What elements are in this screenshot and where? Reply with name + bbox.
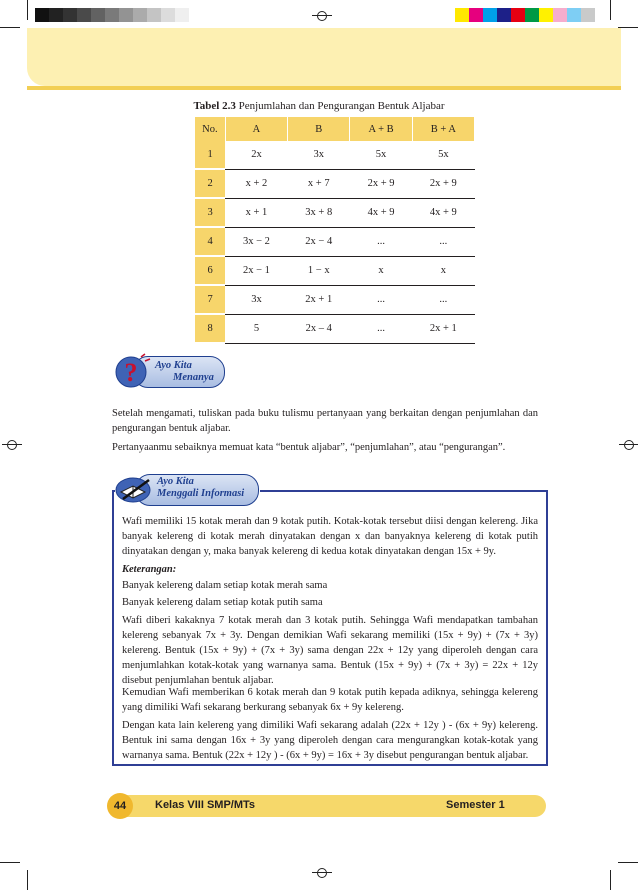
ask-badge-line2: Menanya	[173, 372, 214, 383]
algebra-table	[195, 117, 475, 344]
col-header-a: A	[225, 117, 287, 141]
ask-paragraph-2: Pertanyaanmu sebaiknya memuat kata “bentuk aljabar”, “penjumlahan”, atau “pengurangan”.	[112, 442, 506, 453]
crop-mark	[618, 27, 638, 28]
keterangan-item-2: Banyak kelereng dalam setiap kotak putih sama	[122, 597, 323, 608]
footer-semester-label: Semester 1	[446, 799, 505, 811]
table-cell: ...	[412, 285, 474, 314]
table-cell: 4x + 9	[350, 198, 412, 227]
page-number: 44	[107, 793, 133, 819]
table-cell: 1	[195, 141, 225, 169]
table-header-row	[195, 117, 475, 141]
table-cell: 2x + 1	[288, 285, 350, 314]
info-section-badge	[115, 472, 260, 506]
table-cell: 2x − 1	[225, 256, 287, 285]
header-underline	[27, 86, 621, 90]
crop-mark	[618, 862, 638, 863]
ask-section-badge	[115, 353, 227, 389]
table-cell: ...	[412, 227, 474, 256]
registration-mark-top	[315, 9, 329, 23]
info-badge-line1: Ayo Kita	[157, 476, 194, 487]
crop-mark	[27, 0, 28, 20]
info-paragraph-3: Kemudian Wafi memberikan 6 kotak merah dan 9 kotak putih kepada adiknya, sehingga kelereng yang dimiliki Wafi sekarang berkurang sebanyak 6x + 9y kelereng.	[122, 687, 538, 713]
crop-mark	[0, 862, 20, 863]
info-badge-line2: Menggali Informasi	[157, 488, 245, 499]
table-row	[195, 141, 475, 169]
table-row	[195, 169, 475, 198]
info-box	[112, 490, 548, 766]
table-cell: 8	[195, 314, 225, 343]
keterangan-label: Keterangan:	[122, 564, 177, 575]
table-caption	[0, 100, 638, 112]
col-header-b-plus-a: B + A	[412, 117, 474, 141]
table-cell: 2	[195, 169, 225, 198]
registration-mark-right	[622, 438, 636, 452]
table-cell: ...	[350, 285, 412, 314]
table-cell: 5	[225, 314, 287, 343]
ask-badge-line1: Ayo Kita	[155, 360, 192, 371]
table-cell: 7	[195, 285, 225, 314]
crop-mark	[610, 870, 611, 890]
ask-badge-label	[155, 360, 214, 384]
table-cell: 4	[195, 227, 225, 256]
table-cell: 2x − 4	[288, 227, 350, 256]
table-row	[195, 285, 475, 314]
crop-mark	[610, 0, 611, 20]
table-cell: 3x − 2	[225, 227, 287, 256]
col-header-a-plus-b: A + B	[350, 117, 412, 141]
table-cell: x + 7	[288, 169, 350, 198]
info-paragraph-4: Dengan kata lain kelereng yang dimiliki Wafi sekarang adalah (22x + 12y ) - (6x + 9y) kelereng. Bentuk ini sama dengan 16x + 3y yang diperoleh dengan cara mengurangkan kotak-kotak yang warnanya sama. Bentuk (22x + 12y ) - (6x + 9y) = 16x + 3y disebut pengurangan bentuk aljabar.	[122, 720, 538, 761]
keterangan-item-1: Banyak kelereng dalam setiap kotak merah sama	[122, 580, 328, 591]
table-cell: 3x	[288, 141, 350, 169]
info-paragraph-2: Wafi diberi kakaknya 7 kotak merah dan 3 kotak putih. Sehingga Wafi mendapatkan tambahan kelereng sebanyak 7x + 3y. Dengan demikian Wafi sekarang memiliki (15x + 9y) + (7x + 3y) kelereng. Bentuk (15x + 9y) + (7x + 3y) sama dengan 22x + 12y yang diperoleh dengan cara menjumlahkan kotak-kotak yang warnanya sama. Bentuk (15x + 9y) + (7x + 3y) = 22x + 12y disebut penjumlahan bentuk aljabar.	[122, 615, 538, 686]
table-cell: 6	[195, 256, 225, 285]
question-mark-icon	[115, 353, 151, 389]
table-cell: 2x + 9	[412, 169, 474, 198]
table-row	[195, 198, 475, 227]
ask-paragraph-1: Setelah mengamati, tuliskan pada buku tulismu pertanyaan yang berkaitan dengan penjumlahan dan pengurangan bentuk aljabar.	[112, 408, 538, 434]
table-cell: 2x + 1	[412, 314, 474, 343]
table-cell: ...	[350, 227, 412, 256]
table-cell: 2x	[225, 141, 287, 169]
table-row	[195, 256, 475, 285]
table-cell: 5x	[412, 141, 474, 169]
registration-mark-left	[5, 438, 19, 452]
book-pen-icon	[115, 474, 155, 504]
table-cell: 3x	[225, 285, 287, 314]
table-row	[195, 227, 475, 256]
table-cell: x	[412, 256, 474, 285]
col-header-b: B	[288, 117, 350, 141]
table-caption-title: Penjumlahan dan Pengurangan Bentuk Aljabar	[238, 100, 445, 112]
info-paragraph-1: Wafi memiliki 15 kotak merah dan 9 kotak putih. Kotak-kotak tersebut diisi dengan kelereng. Jika banyak kelereng di kotak merah dinyatakan dengan x dan banyaknya kelereng di kotak putih dinyatakan dengan y, maka banyak kelereng di kedua kotak dinyatakan dengan 15x + 9y.	[122, 516, 538, 557]
table-cell: ...	[350, 314, 412, 343]
table-cell: x	[350, 256, 412, 285]
table-cell: 2x – 4	[288, 314, 350, 343]
table-row	[195, 314, 475, 343]
info-badge-label	[157, 476, 244, 500]
header-band	[27, 28, 621, 86]
table-cell: 4x + 9	[412, 198, 474, 227]
footer-class-label: Kelas VIII SMP/MTs	[155, 799, 256, 811]
svg-text:?: ?	[124, 358, 138, 387]
table-caption-label: Tabel 2.3	[193, 100, 236, 112]
table-cell: x + 2	[225, 169, 287, 198]
table-cell: 5x	[350, 141, 412, 169]
registration-mark-bottom	[315, 866, 329, 880]
crop-mark	[0, 27, 20, 28]
table-cell: 3x + 8	[288, 198, 350, 227]
table-cell: 1 − x	[288, 256, 350, 285]
crop-mark	[27, 870, 28, 890]
color-swatches	[455, 8, 595, 22]
grayscale-swatches	[35, 8, 189, 22]
table-cell: 3	[195, 198, 225, 227]
table-cell: x + 1	[225, 198, 287, 227]
col-header-no: No.	[195, 117, 225, 141]
table-cell: 2x + 9	[350, 169, 412, 198]
